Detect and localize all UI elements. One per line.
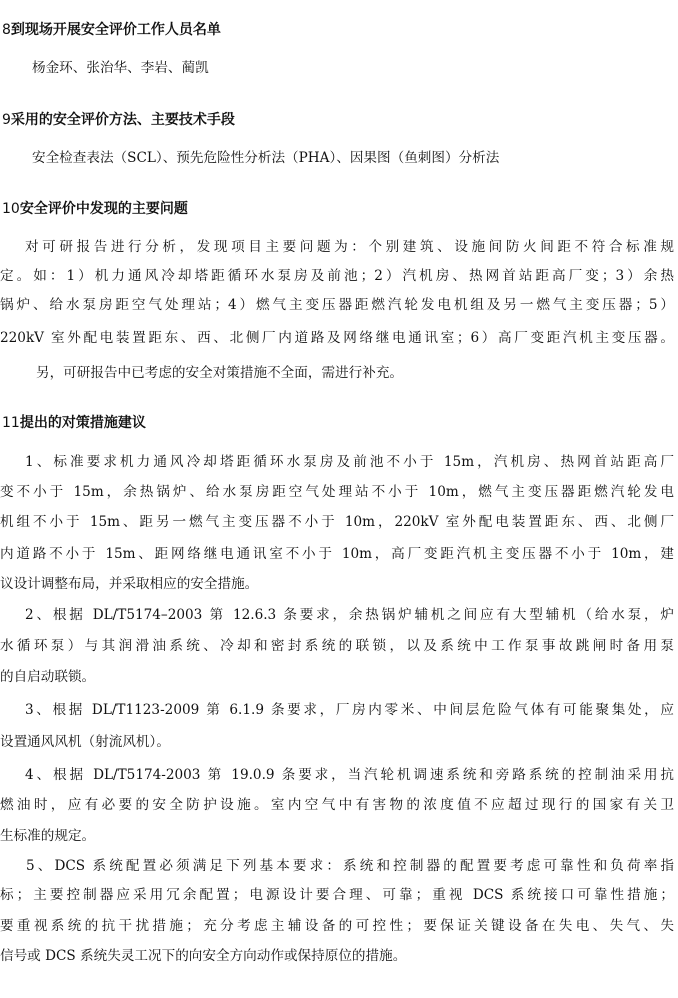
section-10-note: 另，可研报告中已考虑的安全对策措施不全面，需进行补充。 [36, 365, 404, 381]
recommendation-2-line: 的自启动联锁。 [0, 669, 96, 685]
recommendation-2-line: 2、根据 DL/T5174–2003 第 12.6.3 条要求，余热锅炉辅机之间应有大型辅机（给水泵，炉 [25, 607, 674, 623]
recommendation-5-line: 5、DCS 系统配置必须满足下列基本要求：系统和控制器的配置要考虑可靠性和负荷率指 [26, 858, 674, 874]
recommendation-3-line: 3、根据 DL/T1123-2009 第 6.1.9 条要求，厂房内零米、中间层危险气体有可能聚集处，应 [25, 702, 674, 718]
section-11-heading [2, 413, 146, 433]
section-10-line: 对可研报告进行分析，发现项目主要问题为：个别建筑、设施间防火间距不符合标准规 [25, 239, 674, 255]
section-11-number: 11 [2, 415, 20, 431]
recommendation-4-line: 生标准的规定。 [0, 828, 96, 844]
section-10-line: 220kV 室外配电装置距东、西、北侧厂内道路及网络继电通讯室；6）高厂变距汽机主变压器。 [0, 330, 674, 346]
section-10-number: 10 [2, 201, 20, 217]
section-10-title: 安全评价中发现的主要问题 [19, 201, 188, 217]
section-9-methods: 安全检查表法（SCL）、预先危险性分析法（PHA）、因果图（鱼刺图）分析法 [32, 150, 500, 166]
section-10-heading [2, 199, 188, 219]
section-8-heading [2, 20, 221, 40]
recommendation-1-line: 内道路不小于 15m、距网络继电通讯室不小于 10m，高厂变距汽机主变压器不小于 10m，建 [0, 546, 674, 562]
recommendation-5-line: 要重视系统的抗干扰措施；充分考虑主辅设备的可控性；要保证关键设备在失电、失气、失 [0, 918, 674, 934]
recommendation-1-line: 1、标准要求机力通风冷却塔距循环水泵房及前池不小于 15m，汽机房、热网首站距高厂 [25, 454, 674, 470]
recommendation-1-line: 变不小于 15m，余热锅炉、给水泵房距空气处理站不小于 10m，燃气主变压器距燃汽轮发电 [0, 484, 674, 500]
section-10-line: 定。如：1）机力通风冷却塔距循环水泵房及前池；2）汽机房、热网首站距高厂变；3）余热 [0, 268, 674, 284]
recommendation-4-line: 4、根据 DL/T5174-2003 第 19.0.9 条要求，当汽轮机调速系统和旁路系统的控制油采用抗 [25, 767, 674, 783]
section-11-title: 提出的对策措施建议 [19, 415, 146, 431]
section-9-heading [2, 110, 235, 130]
section-9-title: 采用的安全评价方法、主要技术手段 [10, 112, 235, 128]
section-10-line: 锅炉、给水泵房距空气处理站；4）燃气主变压器距燃汽轮发电机组及另一燃气主变压器；5） [0, 297, 674, 313]
recommendation-2-line: 水循环泵）与其润滑油系统、冷却和密封系统的联锁，以及系统中工作泵事故跳闸时备用泵 [0, 638, 674, 654]
section-8-number: 8 [2, 22, 11, 38]
recommendation-5-line: 标；主要控制器应采用冗余配置；电源设计要合理、可靠；重视 DCS 系统接口可靠性措施； [0, 887, 674, 903]
recommendation-1-line: 议设计调整布局，并采取相应的安全措施。 [0, 576, 259, 592]
recommendation-4-line: 燃油时，应有必要的安全防护设施。室内空气中有害物的浓度值不应超过现行的国家有关卫 [0, 797, 674, 813]
recommendation-1-line: 机组不小于 15m、距另一燃气主变压器不小于 10m，220kV 室外配电装置距东、西、北侧厂 [0, 514, 674, 530]
section-9-number: 9 [2, 112, 11, 128]
recommendation-3-line: 设置通风风机（射流风机）。 [0, 734, 170, 750]
recommendation-5-line: 信号或 DCS 系统失灵工况下的向安全方向动作或保持原位的措施。 [0, 948, 407, 964]
section-8-title: 到现场开展安全评价工作人员名单 [10, 22, 221, 38]
section-8-names: 杨金环、张治华、李岩、蔺凯 [32, 60, 209, 76]
